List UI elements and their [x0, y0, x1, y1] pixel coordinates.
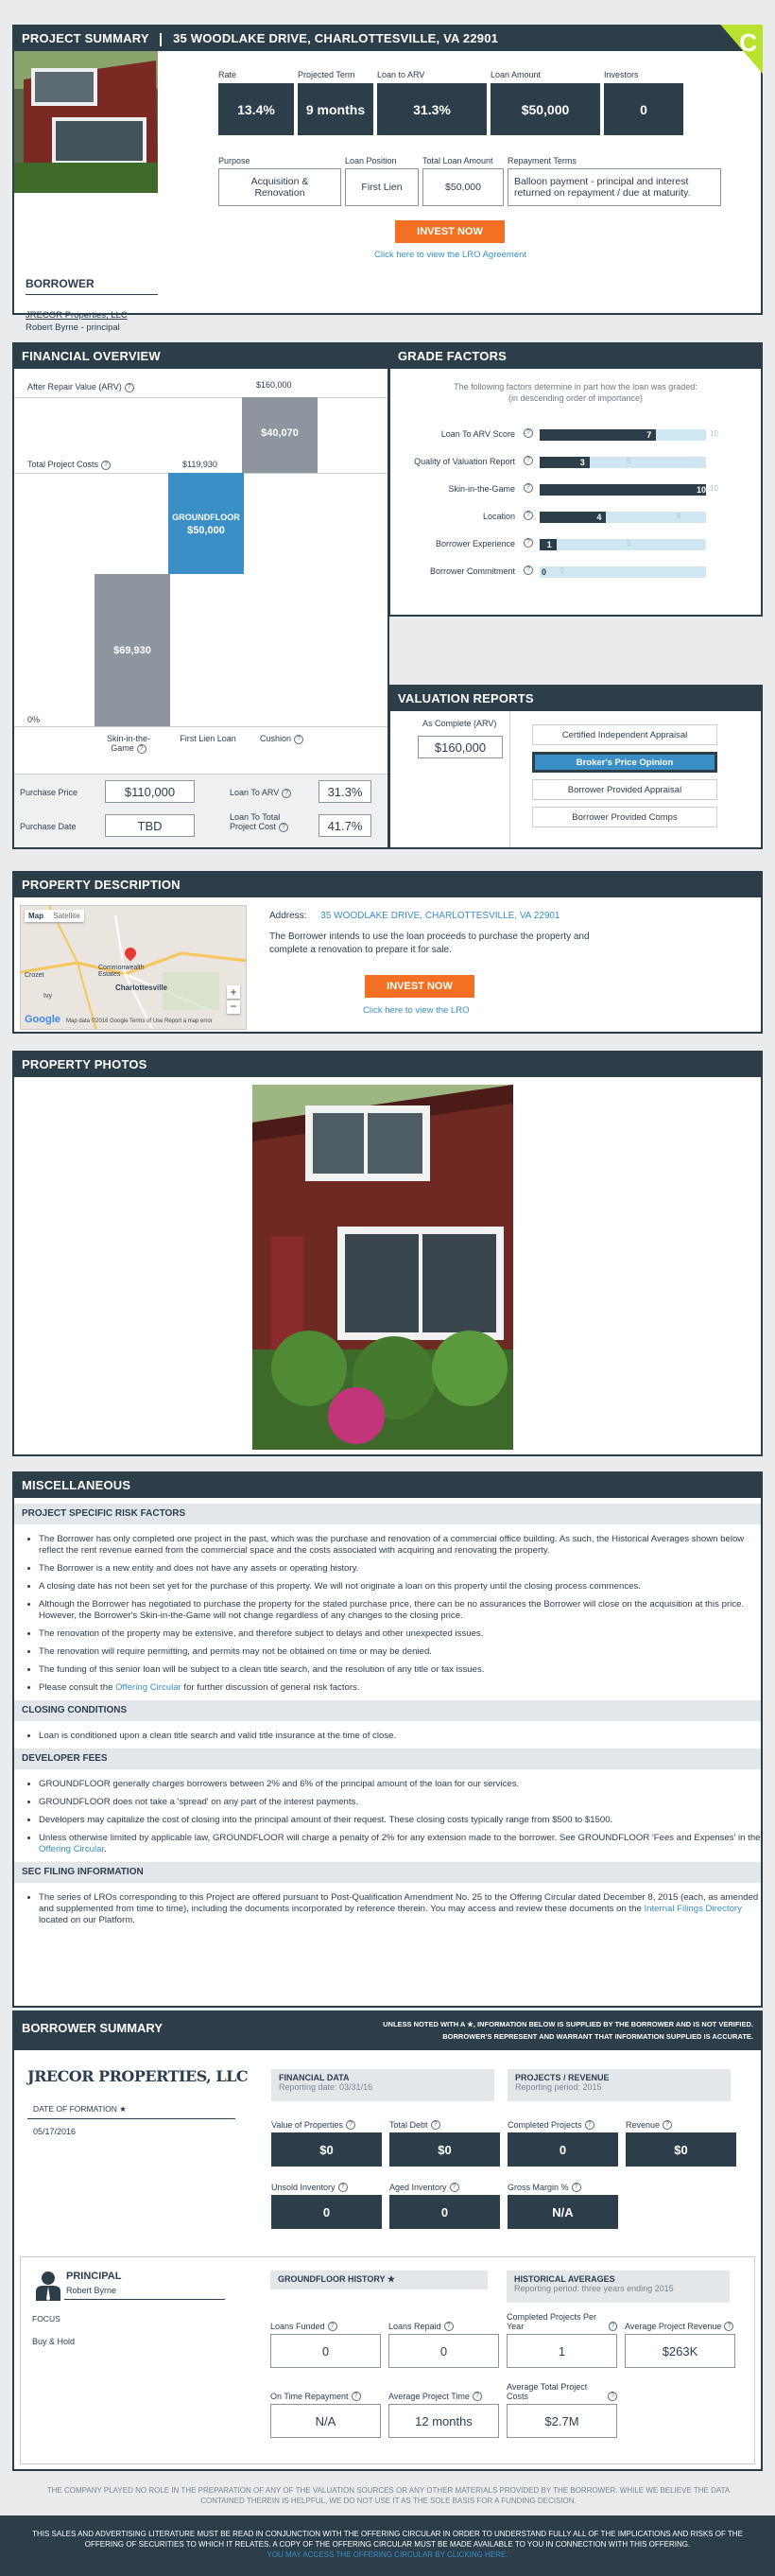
- loan-value: $50,000: [187, 525, 225, 536]
- risk-factor-item: • A closing date has not been set yet for the purchase of this property. We will not originate a loan on this property until the closing process commences.: [39, 1581, 761, 1593]
- footer-disclaimer: THE COMPANY PLAYED NO ROLE IN THE PREPARATION OF ANY OF THE VALUATION SOURCES OR ANY OTHER MATERIALS PROVIDED BY THE BORROWER. WHILE WE BELIEVE THE DATA CONTAINED THEREIN IS HELPFUL, WE DO NOT USE IT AS THE SOLE BASIS FOR A FUNDING DECISION.: [46, 2486, 731, 2505]
- tpc-value-label: $119,930: [182, 460, 217, 469]
- google-logo: Google: [25, 1014, 60, 1025]
- cushion-label: Cushion: [259, 734, 292, 743]
- stat-label: Aged Inventory: [389, 2183, 447, 2192]
- property-description-text: The Borrower intends to use the loan proceeds to purchase the property and complete a renovation to prepare it for sale.: [269, 931, 590, 955]
- miscellaneous-panel: [12, 1471, 763, 2008]
- stat-value: $2.7M: [507, 2404, 617, 2438]
- lro-agreement-link[interactable]: Click here to view the LRO Agreement: [374, 250, 527, 260]
- fee-extension-item: • Unless otherwise limited by applicable law, GROUNDFLOOR will charge a penalty of 2% for any extension made to the borrower. See GROUNDFLOOR 'Fees and Expenses' in the Offering Circular.: [39, 1833, 761, 1855]
- stat-cell: [270, 2310, 381, 2368]
- grade-factor-help-icon[interactable]: ?: [524, 483, 533, 493]
- stat-value: 12 months: [388, 2404, 499, 2438]
- valuation-option-certified[interactable]: Certified Independent Appraisal: [532, 724, 717, 745]
- stat-help-icon[interactable]: ?: [450, 2183, 459, 2192]
- metric-rate-value: 13.4%: [218, 83, 294, 135]
- groundfloor-brand: GROUNDFLOOR: [172, 513, 240, 522]
- grade-factor-row: [390, 563, 761, 582]
- stat-label: Gross Margin %: [508, 2183, 569, 2192]
- risk-factor-list: [14, 1534, 761, 1676]
- groundfloor-history-label: GROUNDFLOOR HISTORY ★: [270, 2271, 488, 2289]
- stat-help-icon[interactable]: ?: [328, 2322, 337, 2331]
- borrower-summary-header: [14, 2012, 761, 2050]
- project-summary-header: [14, 26, 761, 51]
- stat-cell: [626, 2109, 736, 2167]
- miscellaneous-header: MISCELLANEOUS: [14, 1473, 761, 1498]
- risk-factor-item: • The funding of this senior loan will be subject to a clean title search, and the resolution of any title or tax issues.: [39, 1664, 761, 1676]
- property-description-header: PROPERTY DESCRIPTION: [14, 873, 761, 897]
- tpc-help-icon[interactable]: ?: [101, 461, 111, 470]
- grade-factor-label: Borrower Commitment: [429, 566, 515, 576]
- stat-help-icon[interactable]: ?: [346, 2120, 355, 2130]
- grade-factor-max: 8: [676, 512, 681, 520]
- view-lro-link[interactable]: Click here to view the LRO: [363, 1005, 470, 1016]
- stat-value: N/A: [270, 2404, 381, 2438]
- detail-repayment-value: Balloon payment - principal and interest returned on repayment / due at maturity.: [508, 168, 721, 206]
- borrower-summary-notice-2: BORROWER'S REPRESENT AND WARRANT THAT INFORMATION SUPPLIED IS ACCURATE.: [442, 2032, 753, 2041]
- valuation-reports-panel: [388, 685, 763, 849]
- grade-factor-max: 5: [627, 457, 631, 465]
- detail-loan-position-value: First Lien: [345, 168, 419, 206]
- map-zoom-in-button[interactable]: +: [227, 985, 240, 999]
- sec-filing-item: • The series of LROs corresponding to this Project are offered pursuant to Post-Qualification Amendment No. 25 to the Offering Circular dated December 8, 2015 (each, as amended and supplemented from time to time), including the documents incorporated by reference therein. You may access and review these documents on the Internal Filings Directory located on our Platform.: [39, 1892, 761, 1926]
- address-link[interactable]: 35 WOODLAKE DRIVE, CHARLOTTESVILLE, VA 22901: [320, 911, 560, 921]
- stat-value: $263K: [625, 2334, 735, 2368]
- valuation-option-borrower-comps[interactable]: Borrower Provided Comps: [532, 807, 717, 827]
- cushion-help-icon[interactable]: ?: [294, 735, 303, 744]
- map-label-place2: Commonwealth Estates: [98, 965, 145, 978]
- detail-total-loan: Total Loan Amount $50,000: [422, 156, 504, 206]
- loan-to-arv-help-icon[interactable]: ?: [282, 789, 291, 798]
- grade-factor-max: 10: [710, 484, 718, 493]
- stat-help-icon[interactable]: ?: [352, 2392, 361, 2401]
- stat-label: Completed Projects: [508, 2120, 582, 2130]
- metric-rate: Rate 13.4%: [218, 70, 294, 135]
- grade-factor-label: Skin-in-the-Game: [448, 484, 515, 494]
- grade-factor-score: 0: [542, 567, 547, 577]
- stat-label: Total Debt: [389, 2120, 428, 2130]
- company-name: JRECOR PROPERTIES, LLC: [27, 2067, 249, 2085]
- tpc-label: Total Project Costs: [27, 460, 99, 469]
- metric-loan-amount-value: $50,000: [491, 83, 600, 135]
- stat-cell: [270, 2380, 381, 2438]
- stat-help-icon[interactable]: ?: [608, 2392, 617, 2401]
- projects-revenue-label: PROJECTS / REVENUE Reporting period: 2015: [508, 2069, 731, 2101]
- financial-data-label: FINANCIAL DATA Reporting date: 03/31/16: [271, 2069, 494, 2101]
- house-thumbnail: [14, 51, 158, 193]
- stat-value: N/A: [508, 2195, 618, 2229]
- financial-footer: [14, 775, 388, 847]
- stat-help-icon[interactable]: ?: [572, 2183, 581, 2192]
- person-icon: [36, 2271, 60, 2301]
- loan-to-tpc-help-icon[interactable]: ?: [279, 823, 288, 832]
- purchase-price-label: Purchase Price: [20, 788, 78, 797]
- invest-now-button[interactable]: INVEST NOW: [395, 220, 505, 243]
- grade-factors-panel: [388, 342, 763, 617]
- detail-repayment: Repayment Terms Balloon payment - principal and interest returned on repayment / due at maturity.: [508, 156, 721, 206]
- grade-factor-label: Borrower Experience: [435, 539, 515, 548]
- financial-overview-header: FINANCIAL OVERVIEW: [14, 344, 388, 369]
- risk-factor-item: • The renovation of the property may be extensive, and therefore subject to delays and other unexpected issues.: [39, 1628, 761, 1640]
- purchase-date-label: Purchase Date: [20, 822, 77, 831]
- loan-to-tpc-label: Loan To Total Project Cost: [230, 812, 281, 831]
- risk-factor-item: • The renovation will require permitting, and permits may not be obtained on time or may be denied.: [39, 1646, 761, 1658]
- offering-circular-link[interactable]: Offering Circular: [115, 1682, 181, 1693]
- developer-fees-heading: DEVELOPER FEES: [14, 1749, 761, 1769]
- map-label-place3: Crozet: [25, 972, 44, 979]
- waterfall-chart: [14, 369, 388, 785]
- map-label-place: Charlottesville: [115, 983, 168, 992]
- stat-value: 0: [508, 2132, 618, 2167]
- stat-cell: [507, 2310, 617, 2368]
- valuation-option-borrower-appraisal[interactable]: Borrower Provided Appraisal: [532, 779, 717, 800]
- grade-factor-help-icon[interactable]: ?: [524, 428, 533, 438]
- project-summary-title: PROJECT SUMMARY: [22, 31, 149, 45]
- grade-letter: C: [739, 28, 757, 57]
- metric-term: Projected Term 9 months: [298, 70, 373, 135]
- address-label: Address:: [269, 911, 307, 921]
- historical-averages-label: HISTORICAL AVERAGES Reporting period: three years ending 2015: [507, 2271, 730, 2303]
- stat-help-icon[interactable]: ?: [724, 2322, 733, 2331]
- as-complete-value: $160,000: [418, 736, 503, 758]
- stat-help-icon[interactable]: ?: [609, 2322, 617, 2331]
- stat-value: 0: [389, 2195, 500, 2229]
- arv-value-label: $160,000: [256, 380, 292, 390]
- formation-label: DATE OF FORMATION ★: [33, 2104, 127, 2114]
- grade-factor-score: 1: [546, 540, 552, 549]
- grade-factor-help-icon[interactable]: ?: [524, 566, 533, 575]
- arv-label: After Repair Value (ARV): [27, 382, 122, 392]
- purchase-date-value: TBD: [105, 814, 195, 837]
- metric-term-value: 9 months: [298, 83, 373, 135]
- stat-value: 1: [507, 2334, 617, 2368]
- stat-cell: [388, 2380, 499, 2438]
- property-photo: [252, 1085, 513, 1450]
- stat-label: Loans Repaid: [388, 2322, 441, 2331]
- grade-factor-score-bar: [540, 484, 706, 496]
- arv-help-icon[interactable]: ?: [125, 383, 134, 392]
- grade-factor-score: 10: [697, 485, 707, 495]
- loan-label: First Lien Loan: [180, 734, 236, 743]
- stat-value: $0: [626, 2132, 736, 2167]
- stat-label: Average Project Revenue: [625, 2322, 722, 2331]
- borrower-summary-title: BORROWER SUMMARY: [22, 2021, 164, 2035]
- financial-data-grid: [271, 2109, 734, 2260]
- as-complete-label: As Complete (ARV): [422, 719, 497, 728]
- skin-value: $69,930: [113, 645, 151, 656]
- stat-cell: [507, 2380, 617, 2438]
- metric-investors: Investors 0: [604, 70, 683, 135]
- fee-item: • GROUNDFLOOR does not take a 'spread' on any part of the interest payments.: [39, 1797, 761, 1808]
- detail-purpose: Purpose Acquisition & Renovation: [218, 156, 341, 206]
- valuation-reports-header: VALUATION REPORTS: [390, 687, 761, 711]
- stat-label: Loans Funded: [270, 2322, 325, 2331]
- risk-factors-heading: PROJECT SPECIFIC RISK FACTORS: [14, 1504, 761, 1524]
- project-address: 35 WOODLAKE DRIVE, CHARLOTTESVILLE, VA 22901: [173, 31, 499, 45]
- project-summary-panel: [12, 25, 763, 333]
- grade-factors-intro: The following factors determine in part how the loan was graded:: [454, 382, 698, 392]
- detail-total-loan-value: $50,000: [422, 168, 504, 206]
- map-tab-satellite[interactable]: Satellite: [53, 912, 80, 920]
- stat-help-icon[interactable]: ?: [444, 2322, 454, 2331]
- stat-value: 0: [271, 2195, 382, 2229]
- cushion-value: $40,070: [261, 427, 299, 439]
- stat-cell: [389, 2109, 500, 2167]
- detail-loan-position: Loan Position First Lien: [345, 156, 419, 206]
- stat-value: 0: [270, 2334, 381, 2368]
- formation-date: 05/17/2016: [33, 2127, 77, 2136]
- financial-overview-panel: [12, 342, 389, 849]
- history-grid: [270, 2310, 743, 2462]
- metric-loan-to-arv-value: 31.3%: [377, 83, 487, 135]
- stat-help-icon[interactable]: ?: [663, 2120, 672, 2130]
- metric-loan-amount: Loan Amount $50,000: [491, 70, 600, 135]
- stat-label: Value of Properties: [271, 2120, 343, 2130]
- grade-factor-help-icon[interactable]: ?: [524, 456, 533, 465]
- risk-factor-item: • Although the Borrower has negotiated to purchase the property for the stated purchase price, there can be no assurances the Borrower will close on the acquisition at this price. However, the Borrower's Skin-in-the-Game will not change regardless of any changes to the closing price.: [39, 1599, 761, 1622]
- stat-cell: [508, 2109, 618, 2167]
- internal-filings-link[interactable]: Internal Filings Directory: [644, 1904, 742, 1914]
- property-invest-now-button[interactable]: INVEST NOW: [365, 975, 474, 998]
- borrower-principal: Robert Byrne - principal: [26, 322, 120, 333]
- property-photos-header: PROPERTY PHOTOS: [14, 1053, 761, 1077]
- stat-cell: [271, 2171, 382, 2229]
- borrower-heading: BORROWER: [26, 277, 158, 295]
- grade-factor-max: 5: [627, 539, 631, 548]
- risk-factor-item: • The Borrower is a new entity and does not have any assets or operating history.: [39, 1563, 761, 1575]
- principal-heading: PRINCIPAL: [66, 2271, 122, 2282]
- grade-factor-label: Loan To ARV Score: [440, 429, 515, 439]
- focus-label: FOCUS: [32, 2314, 60, 2324]
- stat-cell: [271, 2109, 382, 2167]
- valuation-option-bpo[interactable]: Broker's Price Opinion: [532, 752, 717, 773]
- stat-value: 0: [388, 2334, 499, 2368]
- loan-to-arv-value: 31.3%: [319, 780, 371, 803]
- fees-offering-circular-link[interactable]: Offering Circular: [39, 1844, 105, 1854]
- stat-cell: [388, 2310, 499, 2368]
- risk-factor-item: • The Borrower has only completed one project in the past, which was the purchase and renovation of a commercial office building. As such, the Historical Averages shown below reflect the rent revenue earned from the commercial space and the costs associated with acquiring and renovating the property.: [39, 1534, 761, 1557]
- grade-factor-score: 4: [596, 513, 602, 522]
- grade-factor-score: 3: [579, 458, 585, 467]
- purchase-price-value: $110,000: [105, 780, 195, 803]
- stat-cell: [389, 2171, 500, 2229]
- detail-purpose-value: Acquisition & Renovation: [218, 168, 341, 206]
- principal-name: Robert Byrne: [66, 2286, 117, 2295]
- grade-factor-label: Location: [482, 512, 515, 521]
- stat-help-icon[interactable]: ?: [473, 2392, 482, 2401]
- grade-factor-score-bar: [540, 429, 656, 441]
- stat-help-icon[interactable]: ?: [338, 2183, 348, 2192]
- closing-conditions-heading: CLOSING CONDITIONS: [14, 1700, 761, 1721]
- loan-to-tpc-value: 41.7%: [319, 814, 371, 837]
- stat-value: $0: [389, 2132, 500, 2167]
- principal-section: [20, 2256, 755, 2464]
- grade-factor-max: 10: [710, 429, 718, 438]
- summary-metrics: [218, 70, 757, 135]
- stat-cell: [625, 2310, 735, 2368]
- grade-factor-row: [390, 535, 761, 554]
- skin-help-icon[interactable]: ?: [137, 744, 146, 754]
- map-footer: Map data ©2016 Google Terms of Use Report a map error: [66, 1018, 213, 1024]
- stat-label: Unsold Inventory: [271, 2183, 336, 2192]
- stat-help-icon[interactable]: ?: [431, 2120, 440, 2130]
- stat-label: Completed Projects Per Year: [507, 2312, 597, 2331]
- stat-help-icon[interactable]: ?: [585, 2120, 594, 2130]
- grade-factors-intro-sub: (in descending order of importance): [508, 393, 644, 403]
- grade-factor-help-icon[interactable]: ?: [524, 511, 533, 520]
- zero-label: 0%: [27, 715, 41, 724]
- grade-factor-row: [390, 453, 761, 472]
- stat-label: Revenue: [626, 2120, 661, 2130]
- stat-label: Average Project Time: [388, 2392, 470, 2401]
- fee-item: • GROUNDFLOOR generally charges borrowers between 2% and 6% of the principal amount of the loan for our services.: [39, 1779, 761, 1790]
- grade-factor-row: [390, 508, 761, 527]
- grade-factor-track: [540, 539, 706, 550]
- property-photos-panel: [12, 1051, 763, 1456]
- stat-cell: [508, 2171, 618, 2229]
- grade-factor-label: Quality of Valuation Report: [414, 457, 515, 466]
- grade-factor-track: [540, 566, 706, 578]
- map-zoom-out-button[interactable]: −: [227, 1001, 240, 1014]
- stat-label: Average Total Project Costs: [507, 2382, 588, 2401]
- loan-bar: [168, 473, 244, 574]
- closing-item: • Loan is conditioned upon a clean title search and valid title insurance at the time of close.: [39, 1731, 761, 1742]
- risk-consult-item: • Please consult the Offering Circular for further discussion of general risk factors.: [39, 1682, 761, 1694]
- grade-factor-row: [390, 480, 761, 499]
- property-description-panel: [12, 871, 763, 1034]
- map-tab-map[interactable]: Map: [28, 912, 43, 920]
- grade-factors-header: GRADE FACTORS: [390, 344, 761, 369]
- loan-to-arv-label: Loan To ARV: [230, 788, 280, 797]
- grade-factor-row: [390, 426, 761, 444]
- offering-circular-footer-link[interactable]: YOU MAY ACCESS THE OFFERING CIRCULAR BY CLICKING HERE.: [267, 2550, 508, 2559]
- footer-legal: THIS SALES AND ADVERTISING LITERATURE MUST BE READ IN CONJUNCTION WITH THE OFFERING CIRCULAR IN ORDER TO UNDERSTAND FULLY ALL OF THE IMPLICATIONS AND RISKS OF THE OFFERING OF SECURITIES TO WHICH IT RELATES. A COPY OF THE OFFERING CIRCULAR MUST BE MADE AVAILABLE TO YOU IN CONNECTION WITH THIS OFFERING. YOU MAY ACCESS THE OFFERING CIRCULAR BY CLICKING HERE.: [0, 2515, 775, 2576]
- map-label-place4: Ivy: [43, 993, 52, 1000]
- stat-label: On Time Repayment: [270, 2392, 349, 2401]
- summary-details: [218, 156, 757, 206]
- grade-factor-max: 1: [560, 566, 565, 575]
- property-map[interactable]: [20, 905, 247, 1030]
- borrower-summary-panel: [12, 2010, 763, 2471]
- borrower-name-link[interactable]: JRECOR Properties, LLC: [26, 310, 128, 321]
- fee-item: • Developers may capitalize the cost of closing into the principal amount of their request. These closing costs typically range from $500 to $1500.: [39, 1815, 761, 1826]
- stat-value: $0: [271, 2132, 382, 2167]
- skin-label: Skin-in-the-Game: [106, 734, 150, 753]
- focus-value: Buy & Hold: [32, 2337, 76, 2346]
- metric-investors-value: 0: [604, 83, 683, 135]
- grade-factor-help-icon[interactable]: ?: [524, 538, 533, 548]
- grade-factor-score: 7: [646, 430, 652, 440]
- borrower-summary-notice-1: UNLESS NOTED WITH A ★, INFORMATION BELOW IS SUPPLIED BY THE BORROWER AND IS NOT VERIFIED.: [383, 2020, 753, 2028]
- metric-loan-to-arv: Loan to ARV 31.3%: [377, 70, 487, 135]
- sec-filing-heading: SEC FILING INFORMATION: [14, 1862, 761, 1883]
